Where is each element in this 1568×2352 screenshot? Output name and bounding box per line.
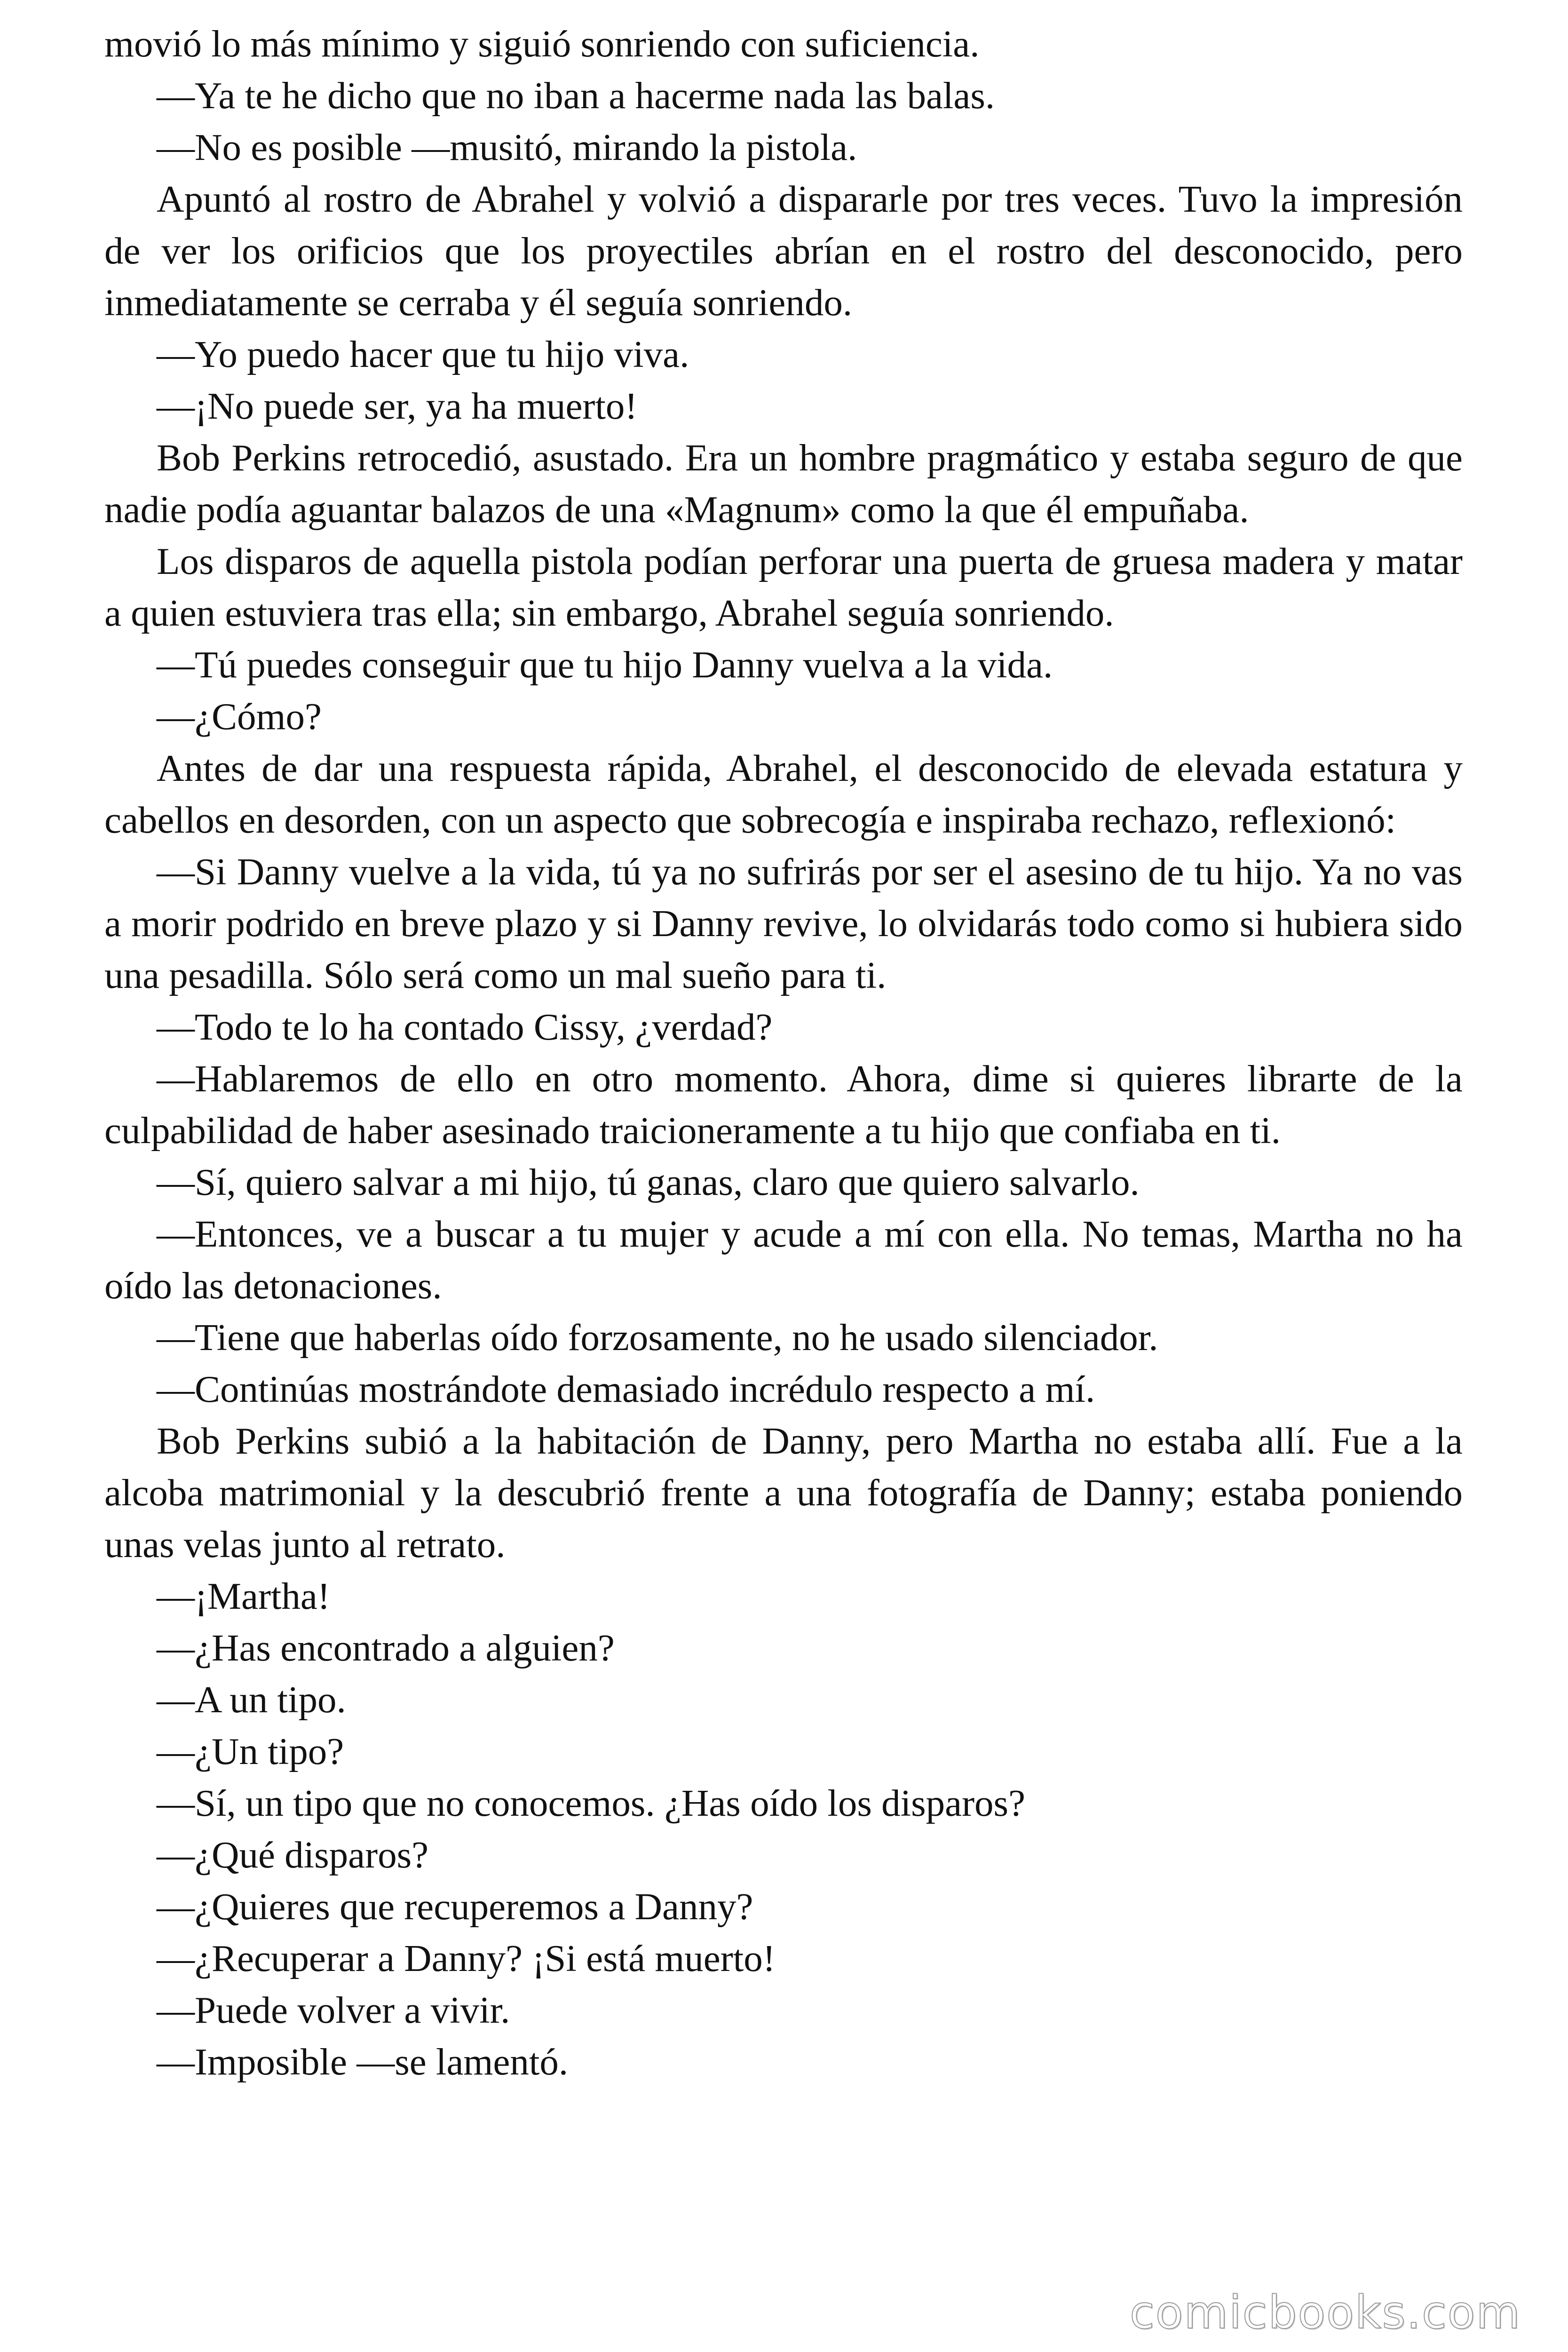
paragraph: —Sí, un tipo que no conocemos. ¿Has oído los disparos? xyxy=(157,1782,1026,1824)
paragraph: —¿Qué disparos? xyxy=(157,1834,429,1876)
paragraph: —¿Un tipo? xyxy=(157,1730,344,1772)
paragraph: —Puede volver a vivir. xyxy=(157,1989,510,2031)
paragraph: —¿Quieres que recuperemos a Danny? xyxy=(157,1885,753,1928)
paragraph: —A un tipo. xyxy=(157,1678,346,1721)
paragraph: —Yo puedo hacer que tu hijo viva. xyxy=(157,333,689,375)
paragraph: —Continúas mostrándote demasiado incrédulo respecto a mí. xyxy=(157,1368,1095,1410)
paragraph: —¿Recuperar a Danny? ¡Si está muerto! xyxy=(157,1937,776,1979)
paragraph: Los disparos de aquella pistola podían perforar una puerta de gruesa madera y matar a quien estuviera tras ella; sin embargo, Abrahel seguía sonriendo. xyxy=(104,540,1463,634)
paragraph: Bob Perkins retrocedió, asustado. Era un hombre pragmático y estaba seguro de que nadie podía aguantar balazos de una «Magnum» como la que él empuñaba. xyxy=(104,437,1463,531)
paragraph: —Sí, quiero salvar a mi hijo, tú ganas, claro que quiero salvarlo. xyxy=(157,1161,1140,1203)
paragraph: —No es posible —musitó, mirando la pistola. xyxy=(157,126,857,168)
paragraph: —Si Danny vuelve a la vida, tú ya no sufrirás por ser el asesino de tu hijo. Ya no vas a morir podrido en breve plazo y si Danny revive, lo olvidarás todo como si hubiera sido una pesadilla. Sólo será como un mal sueño para ti. xyxy=(104,850,1463,996)
paragraph: —Tú puedes conseguir que tu hijo Danny vuelva a la vida. xyxy=(157,644,1053,686)
paragraph: movió lo más mínimo y siguió sonriendo con suficiencia. xyxy=(104,23,980,65)
paragraph: Apuntó al rostro de Abrahel y volvió a dispararle por tres veces. Tuvo la impresión de ver los orificios que los proyectiles abrían en el rostro del desconocido, pero inmediatamente se cerraba y él seguía sonriendo. xyxy=(104,178,1463,324)
watermark-logo: comicbooks.com xyxy=(1129,2286,1521,2339)
paragraph: —¿Has encontrado a alguien? xyxy=(157,1627,615,1669)
paragraph: —¡No puede ser, ya ha muerto! xyxy=(157,385,638,427)
paragraph: —Ya te he dicho que no iban a hacerme nada las balas. xyxy=(157,74,995,117)
paragraph: —Tiene que haberlas oído forzosamente, no he usado silenciador. xyxy=(157,1316,1158,1359)
paragraph: —Hablaremos de ello en otro momento. Ahora, dime si quieres librarte de la culpabilidad de haber asesinado traicioneramente a tu hijo que confiaba en ti. xyxy=(104,1057,1463,1152)
paragraph: —Entonces, ve a buscar a tu mujer y acude a mí con ella. No temas, Martha no ha oído las detonaciones. xyxy=(104,1213,1463,1307)
paragraph: —Imposible —se lamentó. xyxy=(157,2041,569,2083)
paragraph: Antes de dar una respuesta rápida, Abrahel, el desconocido de elevada estatura y cabellos en desorden, con un aspecto que sobrecogía e inspiraba rechazo, reflexionó: xyxy=(104,747,1463,841)
paragraph: —Todo te lo ha contado Cissy, ¿verdad? xyxy=(157,1006,773,1048)
paragraph: Bob Perkins subió a la habitación de Danny, pero Martha no estaba allí. Fue a la alcoba matrimonial y la descubrió frente a una fotografía de Danny; estaba poniendo unas velas junto al retrato. xyxy=(104,1420,1463,1565)
page-body xyxy=(104,18,1463,2088)
paragraph: —¡Martha! xyxy=(157,1575,330,1617)
paragraph: —¿Cómo? xyxy=(157,695,322,738)
